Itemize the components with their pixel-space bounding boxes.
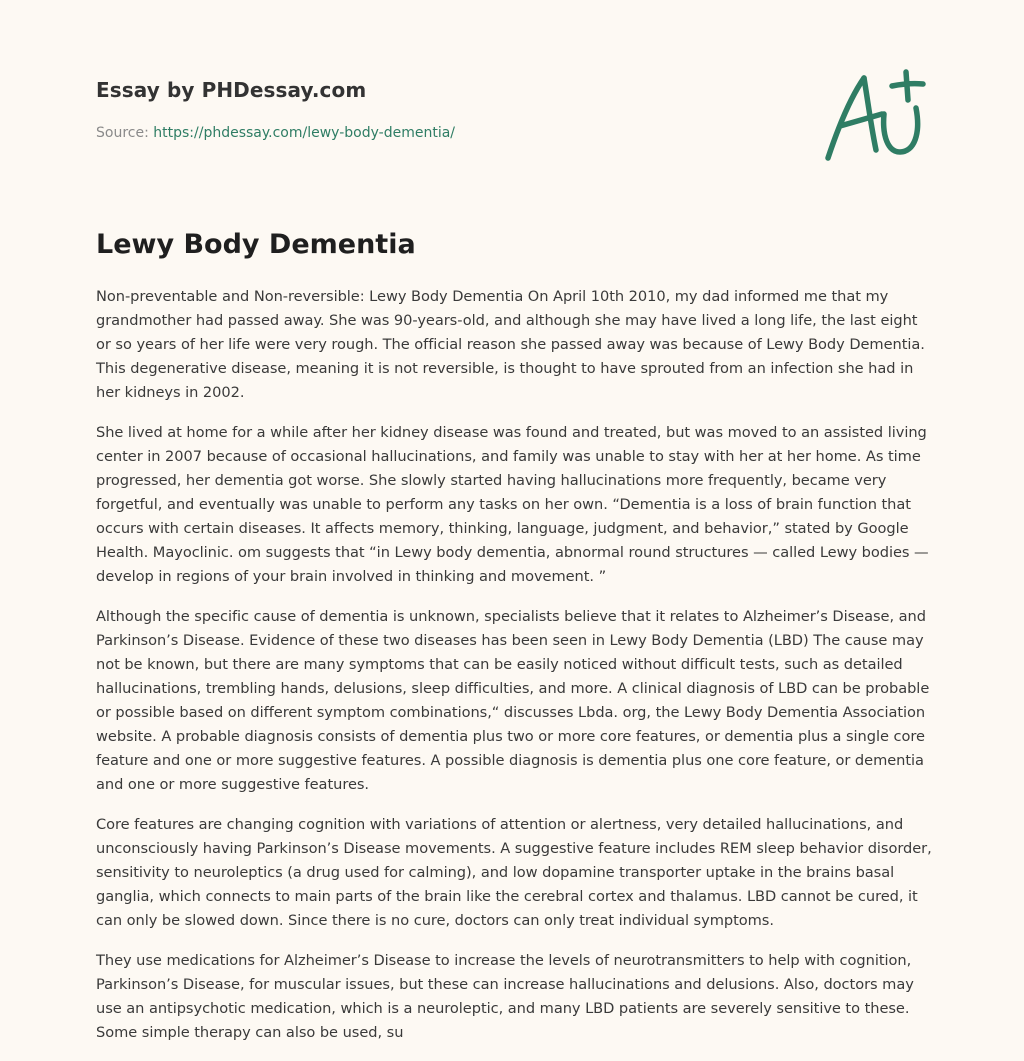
essay-paragraph: Although the specific cause of dementia is unknown, specialists believe that it relates to Alzheimer’s Disease, and Parkinson’s Disease. Evidence of these two diseases has been seen in Lewy Body Dementia (LBD) The cause may not be known, but there are many symptoms that can be easily noticed without difficult tests, such as detailed hallucinations, trembling hands, delusions, sleep difficulties, and more. A clinical diagnosis of LBD can be probable or possible based on different symptom combinations,“ discusses Lbda. org, the Lewy Body Dementia Association website. A probable diagnosis consists of dementia plus two or more core features, or dementia plus a single core feature and one or more suggestive features. A possible diagnosis is dementia plus one core feature, or dementia and one or more suggestive features. (96, 608, 930, 793)
essay-body (96, 285, 934, 1061)
source-link[interactable]: https://phdessay.com/lewy-body-dementia/ (153, 125, 456, 141)
a-plus-grade-icon (824, 66, 928, 166)
essay-paragraph: Non-preventable and Non-reversible: Lewy Body Dementia On April 10th 2010, my dad informed me that my grandmother had passed away. She was 90-years-old, and although she may have lived a long life, the last eight or so years of her life were very rough. The official reason she passed away was because of Lewy Body Dementia. This degenerative disease, meaning it is not reversible, is thought to have sprouted from an infection she had in her kidneys in 2002. (96, 288, 925, 401)
essay-title: Lewy Body Dementia (96, 229, 416, 260)
essay-paragraph: Core features are changing cognition with variations of attention or alertness, very detailed hallucinations, and unconsciously having Parkinson’s Disease movements. A suggestive feature includes REM sleep behavior disorder, sensitivity to neuroleptics (a drug used for calming), and low dopamine transporter uptake in the brains basal ganglia, which connects to main parts of the brain like the cerebral cortex and thalamus. LBD cannot be cured, it can only be slowed down. Since there is no cure, doctors can only treat individual symptoms. (96, 816, 932, 929)
essay-paragraph: She lived at home for a while after her kidney disease was found and treated, but was moved to an assisted living center in 2007 because of occasional hallucinations, and family was unable to stay with her at her home. As time progressed, her dementia got worse. She slowly started having hallucinations more frequently, became very forgetful, and eventually was unable to perform any tasks on her own. “Dementia is a loss of brain function that occurs with certain diseases. It affects memory, thinking, language, judgment, and behavior,” stated by Google Health. Mayoclinic. om suggests that “in Lewy body dementia, abnormal round structures — called Lewy bodies — develop in regions of your brain involved in thinking and movement. ” (96, 424, 929, 585)
site-brand: Essay by PHDessay.com (96, 78, 367, 102)
source-label: Source: (96, 125, 154, 141)
essay-paragraph: They use medications for Alzheimer’s Disease to increase the levels of neurotransmitters to help with cognition, Parkinson’s Disease, for muscular issues, but these can increase hallucinations and delusions. Also, doctors may use an antipsychotic medication, which is a neuroleptic, and many LBD patients are severely sensitive to these. Some simple therapy can also be used, su (96, 952, 914, 1041)
source-line (96, 125, 455, 141)
